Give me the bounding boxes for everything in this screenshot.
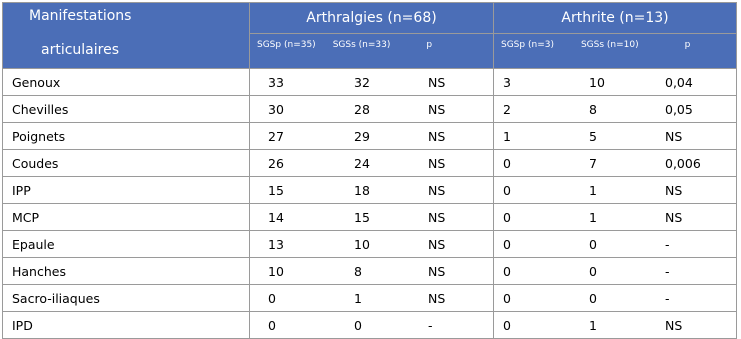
- table-row: [3, 96, 737, 123]
- arthralgies-sgsp-value: 10: [268, 263, 284, 279]
- arthralgies-sgsp-value: 14: [268, 209, 284, 225]
- table-row: [3, 312, 737, 339]
- table-row: [3, 204, 737, 231]
- arthralgies-sgsp-value: 13: [268, 236, 284, 252]
- arthralgies-p-value: NS: [428, 74, 446, 90]
- arthralgies-cells: [250, 285, 494, 312]
- arthralgies-p-value: NS: [428, 209, 446, 225]
- arthralgies-p-header: p: [426, 40, 433, 50]
- table-row: [3, 177, 737, 204]
- arthralgies-sgsp-value: 0: [268, 290, 276, 306]
- arthrite-p-value: 0,006: [665, 155, 701, 171]
- arthralgies-sgss-value: 8: [354, 263, 362, 279]
- arthrite-sgss-value: 7: [589, 155, 597, 171]
- arthrite-sgss-value: 1: [589, 182, 597, 198]
- arthralgies-cells: [250, 231, 494, 258]
- arthralgies-p-value: NS: [428, 128, 446, 144]
- arthrite-p-value: NS: [665, 128, 683, 144]
- arthrite-cells: [494, 123, 737, 150]
- header-label-line2: articulaires: [41, 42, 119, 58]
- arthrite-sgss-value: 0: [589, 263, 597, 279]
- arthralgies-p-value: -: [428, 317, 433, 333]
- arthrite-p-value: 0,04: [665, 74, 693, 90]
- arthralgies-p-value: NS: [428, 182, 446, 198]
- arthrite-sgsp-header: SGSp (n=3): [501, 40, 554, 50]
- arthralgies-subheaders: [250, 34, 494, 69]
- arthrite-sgss-header: SGSs (n=10): [580, 40, 639, 50]
- arthralgies-sgss-value: 18: [354, 182, 370, 198]
- arthrite-p-value: -: [665, 263, 670, 279]
- arthralgies-sgss-value: 0: [354, 317, 362, 333]
- header-row: [3, 3, 737, 34]
- row-label: Poignets: [3, 123, 250, 150]
- arthrite-sgss-value: 0: [589, 290, 597, 306]
- arthrite-group-title: Arthrite (n=13): [494, 3, 737, 34]
- arthralgies-sgsp-value: 30: [268, 101, 284, 117]
- arthralgies-cells: [250, 312, 494, 339]
- arthrite-cells: [494, 96, 737, 123]
- arthralgies-sgss-value: 1: [354, 290, 362, 306]
- row-label: Genoux: [3, 69, 250, 96]
- articular-manifestations-table: [2, 2, 737, 339]
- row-label: IPD: [3, 312, 250, 339]
- arthrite-p-value: NS: [665, 209, 683, 225]
- arthralgies-cells: [250, 123, 494, 150]
- arthrite-sgsp-value: 0: [503, 317, 511, 333]
- table-row: [3, 69, 737, 96]
- arthralgies-p-value: NS: [428, 101, 446, 117]
- arthralgies-cells: [250, 258, 494, 285]
- arthrite-p-value: 0,05: [665, 101, 693, 117]
- arthrite-sgss-value: 10: [589, 74, 605, 90]
- arthrite-p-header: p: [684, 40, 691, 50]
- table-body: [3, 69, 737, 339]
- arthralgies-sgss-value: 32: [354, 74, 370, 90]
- arthrite-sgss-value: 5: [589, 128, 597, 144]
- arthralgies-p-value: NS: [428, 236, 446, 252]
- arthralgies-sgsp-value: 26: [268, 155, 284, 171]
- arthrite-sgsp-value: 1: [503, 128, 511, 144]
- table-row: [3, 258, 737, 285]
- arthrite-cells: [494, 312, 737, 339]
- arthralgies-sgss-value: 24: [354, 155, 370, 171]
- arthrite-p-value: -: [665, 290, 670, 306]
- arthrite-sgsp-value: 3: [503, 74, 511, 90]
- arthralgies-cells: [250, 204, 494, 231]
- arthrite-sgsp-value: 0: [503, 263, 511, 279]
- header-label-line1: Manifestations: [29, 8, 132, 24]
- table-row: [3, 231, 737, 258]
- arthrite-p-value: NS: [665, 182, 683, 198]
- arthralgies-cells: [250, 69, 494, 96]
- arthralgies-sgss-value: 15: [354, 209, 370, 225]
- arthrite-cells: [494, 285, 737, 312]
- arthrite-cells: [494, 177, 737, 204]
- row-label: MCP: [3, 204, 250, 231]
- arthrite-sgss-value: 1: [589, 317, 597, 333]
- arthrite-sgsp-value: 0: [503, 182, 511, 198]
- arthralgies-sgss-value: 28: [354, 101, 370, 117]
- arthralgies-sgsp-value: 27: [268, 128, 284, 144]
- arthralgies-sgsp-value: 0: [268, 317, 276, 333]
- arthrite-cells: [494, 69, 737, 96]
- arthralgies-cells: [250, 96, 494, 123]
- arthralgies-sgss-header: SGSs (n=33): [332, 40, 391, 50]
- arthralgies-p-value: NS: [428, 155, 446, 171]
- arthralgies-group-title: Arthralgies (n=68): [250, 3, 494, 34]
- arthrite-sgsp-value: 0: [503, 236, 511, 252]
- arthralgies-sgss-value: 10: [354, 236, 370, 252]
- row-label: Coudes: [3, 150, 250, 177]
- arthralgies-sgsp-value: 33: [268, 74, 284, 90]
- arthralgies-sgsp-header: SGSp (n=35): [257, 40, 316, 50]
- arthrite-cells: [494, 150, 737, 177]
- arthralgies-p-value: NS: [428, 290, 446, 306]
- arthrite-p-value: NS: [665, 317, 683, 333]
- row-label-header: [3, 3, 250, 69]
- table-row: [3, 123, 737, 150]
- arthrite-subheaders: [494, 34, 737, 69]
- arthrite-cells: [494, 258, 737, 285]
- arthrite-cells: [494, 204, 737, 231]
- row-label: Hanches: [3, 258, 250, 285]
- arthralgies-cells: [250, 150, 494, 177]
- arthralgies-sgsp-value: 15: [268, 182, 284, 198]
- arthrite-cells: [494, 231, 737, 258]
- arthrite-sgss-value: 1: [589, 209, 597, 225]
- arthrite-sgsp-value: 0: [503, 209, 511, 225]
- arthrite-sgss-value: 8: [589, 101, 597, 117]
- arthrite-sgss-value: 0: [589, 236, 597, 252]
- arthrite-sgsp-value: 0: [503, 290, 511, 306]
- table-row: [3, 150, 737, 177]
- row-label: Sacro-iliaques: [3, 285, 250, 312]
- row-label: Epaule: [3, 231, 250, 258]
- arthralgies-p-value: NS: [428, 263, 446, 279]
- row-label: IPP: [3, 177, 250, 204]
- row-label: Chevilles: [3, 96, 250, 123]
- arthrite-sgsp-value: 0: [503, 155, 511, 171]
- arthralgies-sgss-value: 29: [354, 128, 370, 144]
- arthralgies-cells: [250, 177, 494, 204]
- table-row: [3, 285, 737, 312]
- arthrite-sgsp-value: 2: [503, 101, 511, 117]
- arthrite-p-value: -: [665, 236, 670, 252]
